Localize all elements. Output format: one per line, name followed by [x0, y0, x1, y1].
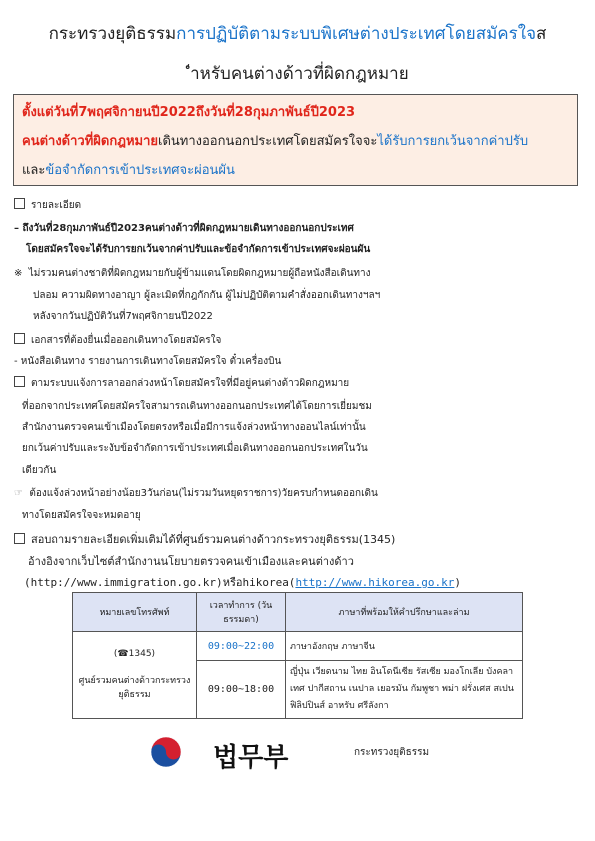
- notice-period: ตั้งแต่วันที่7พฤศจิกายนปี2022ถึงวันที่28กุมภาพันธ์ปี2023: [22, 105, 356, 120]
- advance-line-2: ที่ออกจากประเทศโดยสมัครใจสามารถเดินทางออกนอกประเทศได้โดยการเยี่ยมชม: [22, 401, 372, 412]
- immigration-url[interactable]: (http://www.immigration.go.kr): [24, 576, 223, 589]
- phone-number: (☎1345): [113, 649, 156, 659]
- title-tail: ส: [536, 24, 547, 44]
- documents-items: - หนังสือเดินทาง รายงานการเดินทางโดยสมัครใจ ตั๋วเครื่องบิน: [14, 356, 282, 367]
- notice-line-3: [22, 159, 235, 180]
- contact-table: [72, 592, 523, 719]
- notice-and: และ: [22, 163, 46, 178]
- ministry-emblem-icon: [150, 736, 182, 768]
- checkbox-icon: [14, 198, 25, 209]
- contact-center-cell: [73, 632, 197, 719]
- hours-cell: 09:00~18:00: [197, 661, 286, 719]
- advance-line-1-text: ตามระบบแจ้งการลาออกล่วงหน้าโดยสมัครใจที่มีอยู่คนต่างด้าวผิดกฎหมาย: [31, 378, 350, 389]
- languages-cell: ภาษาอังกฤษ ภาษาจีน: [286, 632, 523, 661]
- col-hours: เวลาทำการ (วันธรรมดา): [197, 593, 286, 632]
- ministry-korean-name: 법무부: [213, 743, 289, 773]
- details-bullet-1a: – ถึงวันที่28กุมภาพันธ์ปี2023คนต่างด้าวที่ผิดกฎหมายเดินทางออกนอกประเทศ: [14, 223, 354, 234]
- details-heading: [14, 198, 81, 213]
- page-subtitle: $^ʼ$ำหรับคนต่างด้าวที่ผิดกฎหมาย: [186, 62, 409, 84]
- hours-cell: 09:00~22:00: [197, 632, 286, 661]
- page-title: [0, 20, 595, 47]
- notice-line-2: [22, 130, 528, 151]
- notice-fine-exempt: ได้รับการยกเว้นจากค่าปรับ: [377, 134, 529, 149]
- details-bullet-1b: โดยสมัครใจจะได้รับการยกเว้นจากค่าปรับและข้อจำกัดการเข้าประเทศจะผ่อนผัน: [26, 244, 371, 255]
- center-name: ศูนย์รวมคนต่างด้าวกระทรวงยุติธรรม: [78, 676, 191, 700]
- close-paren: ): [454, 576, 462, 589]
- notice-entry-relief: ข้อจำกัดการเข้าประเทศจะผ่อนผัน: [45, 163, 235, 178]
- inquiry-line-2: อ้างอิงจากเว็บไซต์สำนักงานนโยบายตรวจคนเข้าเมืองและคนต่างด้าว: [28, 555, 354, 568]
- details-note-2: ปลอม ความผิดทางอาญา ผู้ละเมิดที่กฎกักกัน ผู้ไม่ปฏิบัติตามคำสั่งออกเดินทางฯลฯ: [33, 290, 381, 301]
- advance-line-5: เดียวกัน: [22, 465, 57, 476]
- checkbox-icon: [14, 333, 25, 344]
- advance-hand-note: [14, 486, 378, 501]
- hand-note-text-a: ต้องแจ้งล่วงหน้าอย่างน้อย3วันก่อน(ไม่รวมวันหยุดราชการ)วัยครบกำหนดออกเดิน: [29, 488, 378, 499]
- details-heading-text: รายละเอียด: [31, 200, 82, 211]
- title-ministry: กระทรวงยุติธรรม: [48, 24, 177, 44]
- advance-line-1: [14, 376, 349, 391]
- checkbox-icon: [14, 376, 25, 387]
- subtitle-text: ำหรับคนต่างด้าวที่ผิดกฎหมาย: [190, 64, 409, 84]
- notice-box: [13, 94, 578, 186]
- documents-heading-text: เอกสารที่ต้องยื่นเมื่อออกเดินทางโดยสมัครใจ: [31, 335, 222, 346]
- reference-mark-icon: ※: [14, 268, 23, 279]
- col-languages: ภาษาที่พร้อมให้คำปรึกษาและล่าม: [286, 593, 523, 632]
- inquiry-urls: [24, 573, 461, 591]
- ministry-thai-name: กระทรวงยุติธรรม: [354, 747, 430, 758]
- notice-exit: เดินทางออกนอกประเทศโดยสมัครใจจะ: [158, 134, 378, 149]
- inquiry-line-1: [14, 530, 395, 548]
- languages-cell: ญี่ปุ่น เวียดนาม ไทย อินโดนีเซีย รัสเซีย มองโกเลีย บังคลาเทศ ปากีสถาน เนปาล เยอรมัน กัมพูชา พม่า ฝรั่งเศส สเปน ฟิลิปปินส์ อาหรับ ศรีลังกา: [286, 661, 523, 719]
- documents-heading: [14, 333, 221, 348]
- hikorea-label: hikorea(: [242, 576, 296, 589]
- details-note-1: [14, 266, 371, 281]
- table-header-row: [73, 593, 523, 632]
- advance-line-4: ยกเว้นค่าปรับและระงับข้อจำกัดการเข้าประเทศเมื่อเดินทางออกนอกประเทศในวัน: [22, 443, 368, 454]
- note-text-a: ไม่รวมคนต่างชาติที่ผิดกฎหมายกับผู้ข้ามแดนโดยผิดกฎหมายผู้ถือหนังสือเดินทาง: [28, 268, 371, 279]
- checkbox-icon: [14, 533, 25, 544]
- or-text: หรือ: [222, 576, 243, 589]
- pointing-hand-icon: ☞: [14, 488, 23, 499]
- advance-hand-note-b: ทางโดยสมัครใจจะหมดอายุ: [22, 510, 141, 521]
- notice-illegal: คนต่างด้าวที่ผิดกฎหมาย: [22, 134, 158, 149]
- title-program: การปฏิบัติตามระบบพิเศษต่างประเทศโดยสมัครใจ: [176, 24, 537, 44]
- table-row: [73, 632, 523, 661]
- col-phone: หมายเลขโทรศัพท์: [73, 593, 197, 632]
- inquiry-line-1-text: สอบถามรายละเอียดเพิ่มเติมได้ที่ศูนย์รวมคนต่างด้าวกระทรวงยุติธรรม(1345): [31, 533, 396, 546]
- hikorea-link[interactable]: http://www.hikorea.go.kr: [295, 576, 455, 589]
- details-note-3: หลังจากวันปฏิบัติวันที่7พฤศจิกายนปี2022: [33, 311, 213, 322]
- advance-line-3: สำนักงานตรวจคนเข้าเมืองโดยตรงหรือเมื่อมีการแจ้งล่วงหน้าทางออนไลน์เท่านั้น: [22, 422, 366, 433]
